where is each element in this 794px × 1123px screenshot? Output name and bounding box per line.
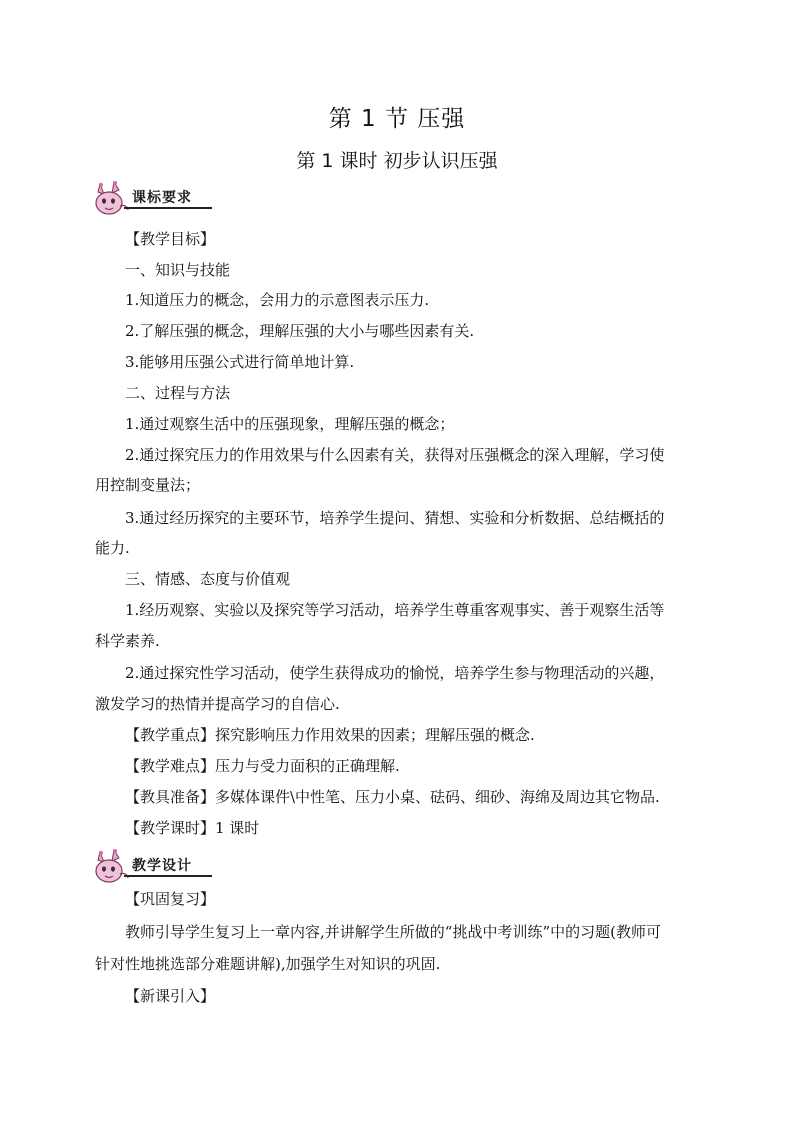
- knowledge-heading: 一、知识与技能: [125, 261, 231, 279]
- section-label: 教学设计: [132, 858, 192, 874]
- objectives-heading: 【教学目标】: [125, 230, 216, 248]
- emotion-item-2-cont: 激发学习的热情并提高学习的自信心.: [95, 695, 340, 713]
- section-label: 课标要求: [132, 190, 192, 206]
- process-item-1: 1.通过观察生活中的压强现象，理解压强的概念；: [125, 415, 455, 433]
- section-banner-design: [92, 848, 222, 882]
- section-banner-standard: [92, 180, 222, 214]
- intro-heading: 【新课引入】: [125, 987, 216, 1005]
- emotion-item-1-cont: 科学素养.: [95, 632, 160, 650]
- difficulties: 【教学难点】压力与受力面积的正确理解.: [125, 757, 400, 775]
- process-item-2-cont: 用控制变量法；: [95, 476, 201, 494]
- cartoon-mascot-icon: [92, 180, 132, 216]
- knowledge-item-1: 1.知道压力的概念，会用力的示意图表示压力.: [125, 291, 430, 309]
- cartoon-mascot-icon: [92, 848, 132, 884]
- process-item-2: 2.通过探究压力的作用效果与什么因素有关，获得对压强概念的深入理解，学习使: [125, 446, 665, 464]
- emotion-heading: 三、情感、态度与价值观: [125, 570, 291, 588]
- emotion-item-1: 1.经历观察、实验以及探究等学习活动，培养学生尊重客观事实、善于观察生活等: [125, 601, 665, 619]
- review-heading: 【巩固复习】: [125, 890, 216, 908]
- banner-underline: [124, 207, 212, 209]
- knowledge-item-2: 2.了解压强的概念，理解压强的大小与哪些因素有关.: [125, 322, 475, 340]
- banner-underline: [124, 875, 212, 877]
- process-item-3-cont: 能力.: [95, 539, 130, 557]
- key-points: 【教学重点】探究影响压力作用效果的因素；理解压强的概念.: [125, 726, 535, 744]
- knowledge-item-3: 3.能够用压强公式进行简单地计算.: [125, 353, 355, 371]
- emotion-item-2: 2.通过探究性学习活动，使学生获得成功的愉悦，培养学生参与物理活动的兴趣，: [125, 664, 665, 682]
- process-heading: 二、过程与方法: [125, 384, 231, 402]
- review-paragraph: 教师引导学生复习上一章内容,并讲解学生所做的“挑战中考训练”中的习题(教师可: [125, 923, 661, 941]
- class-hours: 【教学课时】1 课时: [125, 819, 260, 837]
- review-paragraph-cont: 针对性地挑选部分难题讲解),加强学生对知识的巩固.: [95, 955, 441, 973]
- process-item-3: 3.通过经历探究的主要环节，培养学生提问、猜想、实验和分析数据、总结概括的: [125, 509, 665, 527]
- page-subtitle: 第 1 课时 初步认识压强: [296, 150, 498, 172]
- teaching-tools: 【教具准备】多媒体课件\中性笔、压力小桌、砝码、细砂、海绵及周边其它物品.: [125, 788, 660, 806]
- page-title: 第 1 节 压强: [328, 106, 466, 132]
